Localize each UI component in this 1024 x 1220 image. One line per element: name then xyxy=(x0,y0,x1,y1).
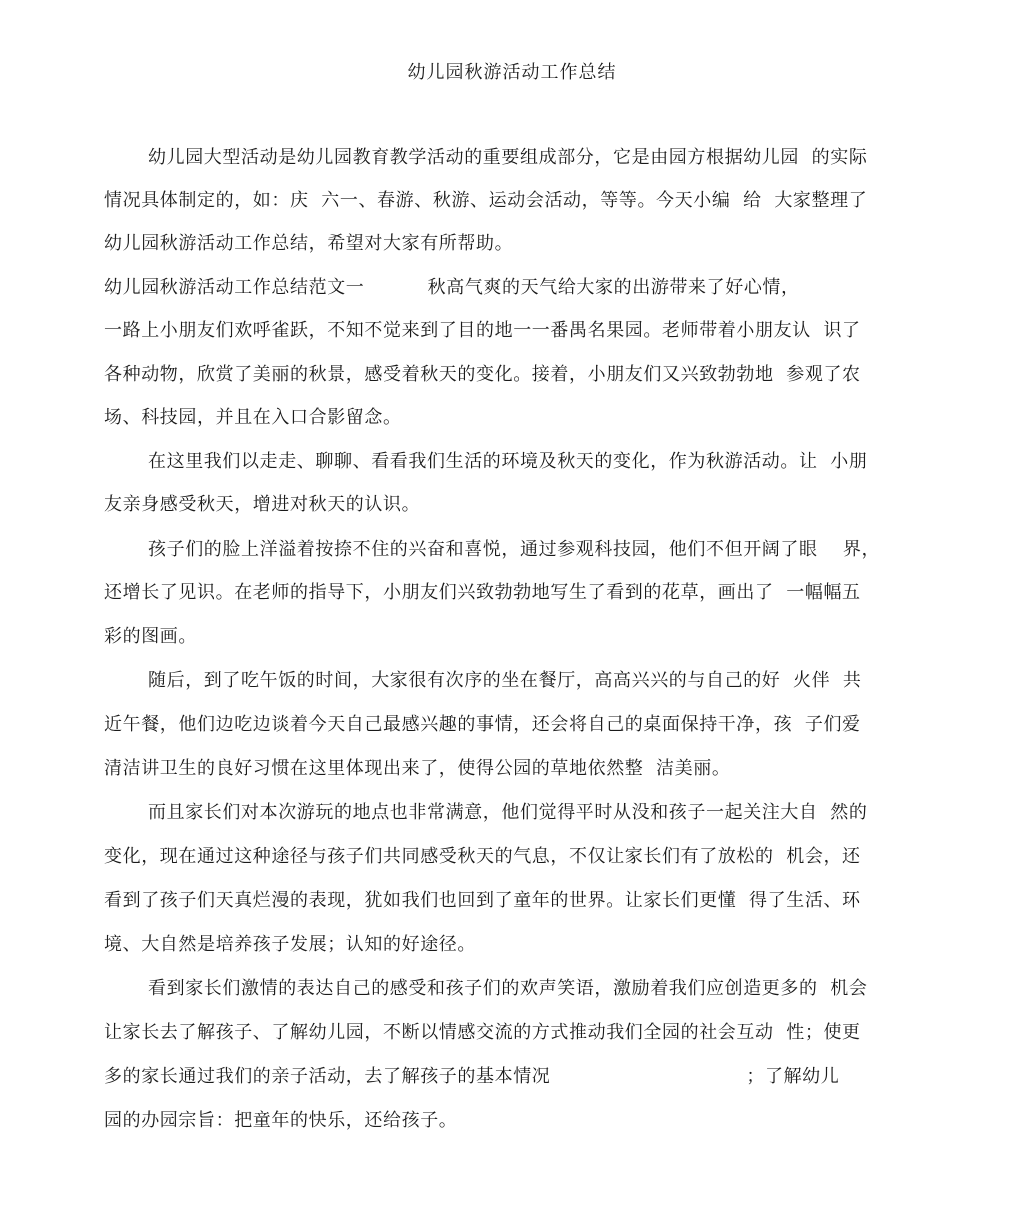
text-line: 变化，现在通过这种途径与孩子们共同感受秋天的气息，不仅让家长们有了放松的 机会，还 xyxy=(104,846,861,867)
text-line: 还增长了见识。在老师的指导下，小朋友们兴致勃勃地写生了看到的花草，画出了 一幅幅五 xyxy=(104,582,861,603)
text-line: 孩子们的脸上洋溢着按捺不住的兴奋和喜悦，通过参观科技园，他们不但开阔了眼 界， xyxy=(148,539,881,560)
text-line: 境、大自然是培养孩子发展；认知的好途径。 xyxy=(104,934,476,955)
text-line: 近午餐，他们边吃边谈着今天自己最感兴趣的事情，还会将自己的桌面保持干净，孩 子们爱 xyxy=(104,714,861,735)
text-line: 园的办园宗旨：把童年的快乐，还给孩子。 xyxy=(104,1110,458,1131)
text-line: 看到了孩子们天真烂漫的表现，犹如我们也回到了童年的世界。让家长们更懂 得了生活、环 xyxy=(104,890,861,911)
text-line: 场、科技园，并且在入口合影留念。 xyxy=(104,407,402,428)
text-line: 看到家长们激情的表达自己的感受和孩子们的欢声笑语，激励着我们应创造更多的 机会 xyxy=(148,978,868,999)
text-line: 幼儿园秋游活动工作总结，希望对大家有所帮助。 xyxy=(104,233,514,254)
text-line: 而且家长们对本次游玩的地点也非常满意，他们觉得平时从没和孩子一起关注大自 然的 xyxy=(148,802,868,823)
text-line: 友亲身感受秋天，增进对秋天的认识。 xyxy=(104,494,421,515)
text-line: 各种动物，欣赏了美丽的秋景，感受着秋天的变化。接着，小朋友们又兴致勃勃地 参观了农 xyxy=(104,364,861,385)
text-line: 一路上小朋友们欢呼雀跃，不知不觉来到了目的地一一番禺名果园。老师带着小朋友认 识了 xyxy=(104,320,861,341)
text-line: 幼儿园秋游活动工作总结范文一 秋高气爽的天气给大家的出游带来了好心情， xyxy=(104,277,800,298)
text-line: 让家长去了解孩子、了解幼儿园，不断以情感交流的方式推动我们全园的社会互动 性；使更 xyxy=(104,1022,861,1043)
text-line: 幼儿园大型活动是幼儿园教育教学活动的重要组成部分，它是由园方根据幼儿园 的实际 xyxy=(148,147,868,168)
text-line: 多的家长通过我们的亲子活动，去了解孩子的基本情况 ；了解幼儿 xyxy=(104,1066,840,1087)
document-title: 幼儿园秋游活动工作总结 xyxy=(407,62,617,83)
text-line: 情况具体制定的，如：庆 六一、春游、秋游、运动会活动，等等。今天小编 给 大家整理了 xyxy=(104,190,868,211)
text-line: 清洁讲卫生的良好习惯在这里体现出来了，使得公园的草地依然整 洁美丽。 xyxy=(104,758,731,779)
text-line: 随后，到了吃午饭的时间，大家很有次序的坐在餐厅，高高兴兴的与自己的好 火伴 共 xyxy=(148,670,862,691)
text-line: 彩的图画。 xyxy=(104,626,197,647)
text-line: 在这里我们以走走、聊聊、看看我们生活的环境及秋天的变化，作为秋游活动。让 小朋 xyxy=(148,451,868,472)
